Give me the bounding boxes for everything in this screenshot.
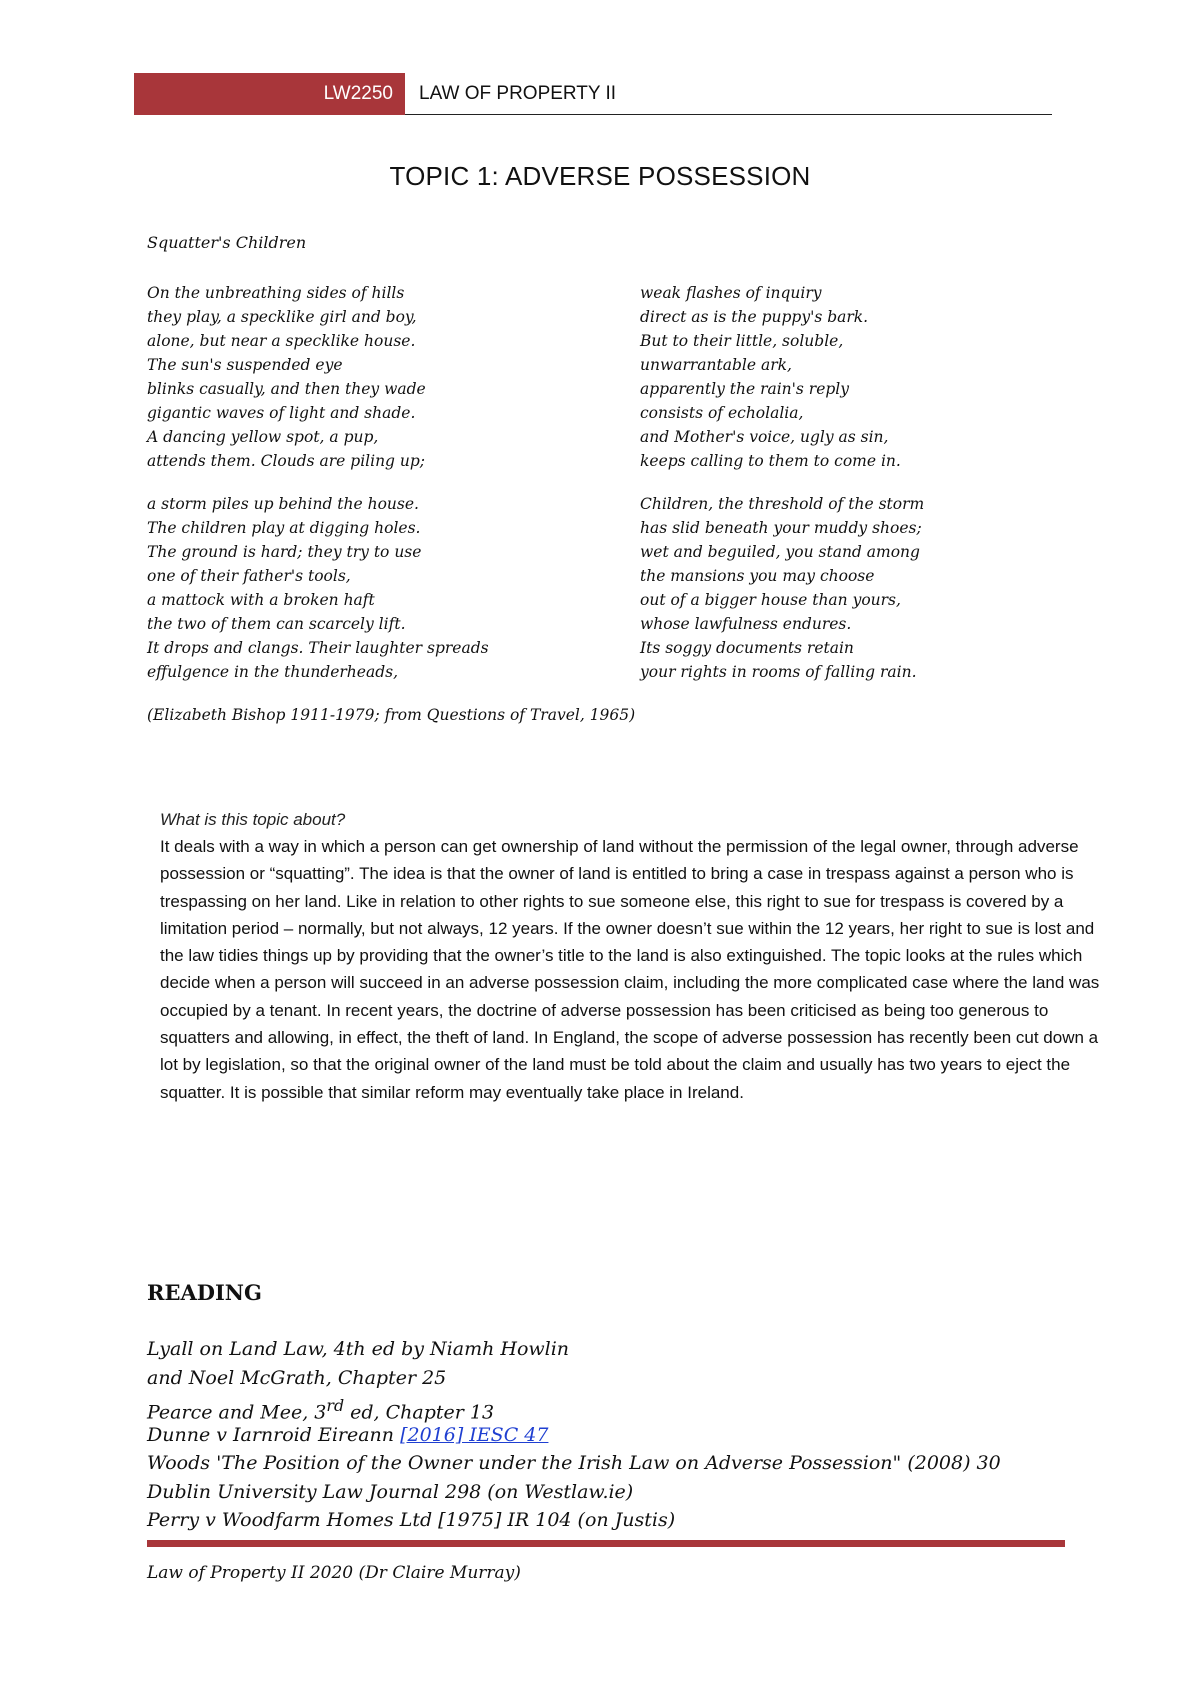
poem-line: a mattock with a broken haft (147, 591, 375, 609)
poem-line: the two of them can scarcely lift. (147, 615, 406, 633)
reading-item: Perry v Woodfarm Homes Ltd [1975] IR 104 (on Justis) (147, 1509, 676, 1531)
page-header (134, 73, 1052, 115)
poem-line: A dancing yellow spot, a pup, (147, 428, 379, 446)
poem-line: wet and beguiled, you stand among (640, 543, 920, 561)
poem-line: attends them. Clouds are piling up; (147, 452, 426, 470)
poem-line: whose lawfulness endures. (640, 615, 852, 633)
footer-text: Law of Property II 2020 (Dr Claire Murray) (147, 1563, 521, 1583)
poem-stanza (640, 281, 1110, 473)
poem-stanza (147, 492, 617, 684)
footer-rule (147, 1540, 1065, 1547)
reading-item: Dublin University Law Journal 298 (on Westlaw.ie) (147, 1480, 634, 1503)
poem-line: blinks casually, and then they wade (147, 380, 426, 398)
poem-line: unwarrantable ark, (640, 356, 792, 374)
poem-line: keeps calling to them to come in. (640, 452, 901, 470)
poem-line: consists of echolalia, (640, 404, 804, 422)
reading-list (147, 1335, 1097, 1535)
poem-line: they play, a specklike girl and boy, (147, 308, 417, 326)
header-rule (405, 114, 1052, 115)
course-title: LAW OF PROPERTY II (419, 83, 617, 104)
poem-line: The sun's suspended eye (147, 356, 343, 374)
poem-line: weak flashes of inquiry (640, 284, 822, 302)
poem-line: Its soggy documents retain (640, 639, 854, 657)
poem-line: apparently the rain's reply (640, 380, 850, 398)
reading-text: ed, Chapter 13 (344, 1401, 495, 1424)
poem-line: the mansions you may choose (640, 567, 875, 585)
poem-title: Squatter's Children (147, 233, 307, 252)
topic-title: TOPIC 1: ADVERSE POSSESSION (389, 161, 811, 191)
reading-text: Pearce and Mee, 3 (147, 1401, 327, 1424)
reading-item: Woods 'The Position of the Owner under the Irish Law on Adverse Possession" (2008) 30 (147, 1452, 1001, 1474)
reading-item: Lyall on Land Law, 4th ed by Niamh Howlin (147, 1338, 570, 1360)
poem-line: your rights in rooms of falling rain. (640, 663, 917, 681)
poem-line: The ground is hard; they try to use (147, 543, 422, 561)
poem-left-column (147, 281, 617, 703)
course-code: LW2250 (134, 73, 405, 115)
poem-attribution: (Elizabeth Bishop 1911-1979; from Questions of Travel, 1965) (147, 706, 636, 724)
poem-stanza (147, 281, 617, 473)
superscript: rd (326, 1396, 345, 1415)
poem-right-column (640, 281, 1110, 703)
poem-line: one of their father's tools, (147, 567, 351, 585)
poem-line: effulgence in the thunderheads, (147, 663, 399, 681)
poem-line: has slid beneath your muddy shoes; (640, 519, 922, 537)
reading-heading: READING (147, 1280, 262, 1305)
poem-line: gigantic waves of light and shade. (147, 404, 416, 422)
reading-item: and Noel McGrath, Chapter 25 (147, 1366, 447, 1389)
poem-line: On the unbreathing sides of hills (147, 284, 405, 302)
poem-stanza (640, 492, 1110, 684)
poem-line: out of a bigger house than yours, (640, 591, 901, 609)
poem-line: direct as is the puppy's bark. (640, 308, 869, 326)
summary-question: What is this topic about? (160, 810, 346, 829)
topic-summary (160, 806, 1104, 1106)
poem-line: and Mother's voice, ugly as sin, (640, 428, 889, 446)
poem-line: But to their little, soluble, (640, 332, 844, 350)
case-citation-link[interactable]: [2016] IESC 47 (400, 1423, 549, 1446)
reading-item (147, 1392, 1097, 1424)
poem-line: Children, the threshold of the storm (640, 495, 925, 513)
poem-line: a storm piles up behind the house. (147, 495, 419, 513)
summary-paragraph: It deals with a way in which a person can get ownership of land without the permission of the legal owner, through adverse possession or “squatting”. The idea is that the owner of land is entitled to bring a case in trespass against a person who is trespassing on her land. Like in relation to other rights to sue someone else, this right to sue for trespass is covered by a limitation period – normally, but not always, 12 years. If the owner doesn’t sue within the 12 years, her right to sue is lost and the law tidies things up by providing that the owner’s title to the land is also extinguished. The topic looks at the rules which decide when a person will succeed in an adverse possession claim, including the more complicated case where the land was occupied by a tenant. In recent years, the doctrine of adverse possession has been criticised as being too generous to squatters and allowing, in effect, the theft of land. In England, the scope of adverse possession has recently been cut down a lot by legislation, so that the original owner of the land must be told about the claim and usually has two years to eject the squatter. It is possible that similar reform may eventually take place in Ireland. (160, 837, 1100, 1102)
poem-line: It drops and clangs. Their laughter spreads (147, 639, 489, 657)
reading-item (147, 1421, 1097, 1450)
poem-line: alone, but near a specklike house. (147, 332, 416, 350)
reading-text: Dunne v Iarnroid Eireann (147, 1423, 401, 1446)
poem-line: The children play at digging holes. (147, 519, 421, 537)
